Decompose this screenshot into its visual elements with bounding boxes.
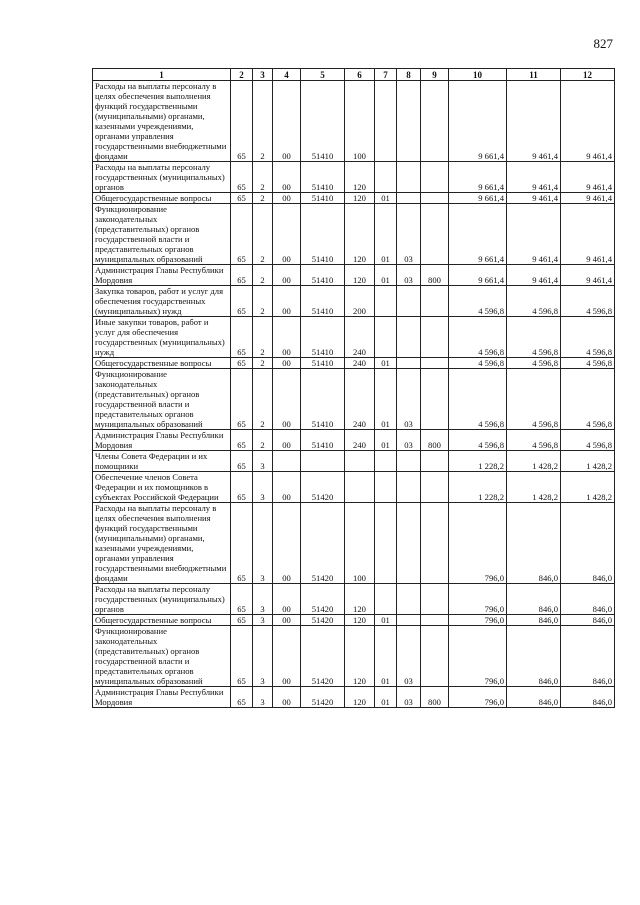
admin-code-cell bbox=[421, 204, 449, 265]
admin-code-cell bbox=[421, 472, 449, 503]
table-row bbox=[93, 472, 615, 503]
expense-type-cell: 120 bbox=[345, 162, 375, 193]
subsection-cell bbox=[273, 451, 301, 472]
table-row bbox=[93, 369, 615, 430]
table-header-row bbox=[93, 69, 615, 81]
admin-code-cell bbox=[421, 81, 449, 162]
chapter-cell bbox=[375, 162, 397, 193]
row-name-cell: Расходы на выплаты персоналу в целях обеспечения выполнения функций государственными (муниципальными) органами, казенными учреждениями, органами управления государственными внебюджетными фондами bbox=[93, 503, 231, 584]
header-col-7: 7 bbox=[375, 69, 397, 81]
subsection-cell: 00 bbox=[273, 265, 301, 286]
amount-col-10-cell: 4 596,8 bbox=[449, 369, 507, 430]
row-name-cell: Расходы на выплаты персоналу в целях обеспечения выполнения функций государственными (муниципальными) органами, казенными учреждениями, органами управления государственными внебюджетными фондами bbox=[93, 81, 231, 162]
expense-type-cell: 120 bbox=[345, 615, 375, 626]
amount-col-11-cell: 4 596,8 bbox=[507, 369, 561, 430]
amount-col-12-cell: 846,0 bbox=[561, 615, 615, 626]
expense-type-cell: 200 bbox=[345, 286, 375, 317]
section-cell: 2 bbox=[253, 358, 273, 369]
subchapter-cell: 03 bbox=[397, 265, 421, 286]
row-name-cell: Расходы на выплаты персоналу государственных (муниципальных) органов bbox=[93, 584, 231, 615]
table-row bbox=[93, 286, 615, 317]
amount-col-10-cell: 796,0 bbox=[449, 626, 507, 687]
row-name-cell: Иные закупки товаров, работ и услуг для обеспечения государственных (муниципальных) нужд bbox=[93, 317, 231, 358]
table-row bbox=[93, 162, 615, 193]
chapter-cell bbox=[375, 286, 397, 317]
subchapter-cell: 03 bbox=[397, 626, 421, 687]
amount-col-12-cell: 1 428,2 bbox=[561, 472, 615, 503]
expense-type-cell: 240 bbox=[345, 430, 375, 451]
target-cell: 51420 bbox=[301, 687, 345, 708]
amount-col-11-cell: 846,0 bbox=[507, 626, 561, 687]
code-cell: 65 bbox=[231, 286, 253, 317]
expense-type-cell: 120 bbox=[345, 584, 375, 615]
subchapter-cell: 03 bbox=[397, 430, 421, 451]
code-cell: 65 bbox=[231, 265, 253, 286]
amount-col-11-cell: 9 461,4 bbox=[507, 265, 561, 286]
chapter-cell: 01 bbox=[375, 430, 397, 451]
amount-col-10-cell: 9 661,4 bbox=[449, 265, 507, 286]
expense-type-cell bbox=[345, 451, 375, 472]
row-name-cell: Функционирование законодательных (представительных) органов государственной власти и представительных органов муниципальных образований bbox=[93, 204, 231, 265]
table-row bbox=[93, 687, 615, 708]
amount-col-12-cell: 9 461,4 bbox=[561, 162, 615, 193]
amount-col-11-cell: 1 428,2 bbox=[507, 451, 561, 472]
chapter-cell: 01 bbox=[375, 193, 397, 204]
code-cell: 65 bbox=[231, 626, 253, 687]
expense-type-cell: 240 bbox=[345, 317, 375, 358]
expense-type-cell: 100 bbox=[345, 81, 375, 162]
row-name-cell: Члены Совета Федерации и их помощники bbox=[93, 451, 231, 472]
admin-code-cell bbox=[421, 162, 449, 193]
subchapter-cell: 03 bbox=[397, 204, 421, 265]
section-cell: 3 bbox=[253, 626, 273, 687]
row-name-cell: Администрация Главы Республики Мордовия bbox=[93, 265, 231, 286]
target-cell: 51410 bbox=[301, 317, 345, 358]
table-row bbox=[93, 358, 615, 369]
code-cell: 65 bbox=[231, 193, 253, 204]
row-name-cell: Расходы на выплаты персоналу государственных (муниципальных) органов bbox=[93, 162, 231, 193]
header-col-9: 9 bbox=[421, 69, 449, 81]
amount-col-10-cell: 9 661,4 bbox=[449, 81, 507, 162]
admin-code-cell bbox=[421, 584, 449, 615]
subchapter-cell bbox=[397, 503, 421, 584]
subsection-cell: 00 bbox=[273, 369, 301, 430]
target-cell: 51410 bbox=[301, 430, 345, 451]
subchapter-cell bbox=[397, 317, 421, 358]
expense-type-cell: 120 bbox=[345, 265, 375, 286]
target-cell: 51410 bbox=[301, 204, 345, 265]
subsection-cell: 00 bbox=[273, 358, 301, 369]
target-cell: 51410 bbox=[301, 358, 345, 369]
expense-type-cell: 120 bbox=[345, 193, 375, 204]
row-name-cell: Общегосударственные вопросы bbox=[93, 358, 231, 369]
expense-type-cell: 100 bbox=[345, 503, 375, 584]
subsection-cell: 00 bbox=[273, 430, 301, 451]
amount-col-11-cell: 4 596,8 bbox=[507, 430, 561, 451]
amount-col-10-cell: 4 596,8 bbox=[449, 286, 507, 317]
amount-col-11-cell: 9 461,4 bbox=[507, 204, 561, 265]
chapter-cell bbox=[375, 451, 397, 472]
header-col-6: 6 bbox=[345, 69, 375, 81]
code-cell: 65 bbox=[231, 358, 253, 369]
amount-col-12-cell: 4 596,8 bbox=[561, 286, 615, 317]
subchapter-cell bbox=[397, 615, 421, 626]
code-cell: 65 bbox=[231, 615, 253, 626]
amount-col-11-cell: 9 461,4 bbox=[507, 81, 561, 162]
chapter-cell bbox=[375, 503, 397, 584]
table-row bbox=[93, 584, 615, 615]
target-cell: 51420 bbox=[301, 472, 345, 503]
target-cell: 51410 bbox=[301, 162, 345, 193]
amount-col-12-cell: 4 596,8 bbox=[561, 369, 615, 430]
row-name-cell: Функционирование законодательных (представительных) органов государственной власти и представительных органов муниципальных образований bbox=[93, 626, 231, 687]
amount-col-11-cell: 9 461,4 bbox=[507, 193, 561, 204]
admin-code-cell bbox=[421, 626, 449, 687]
admin-code-cell bbox=[421, 615, 449, 626]
subsection-cell: 00 bbox=[273, 193, 301, 204]
amount-col-10-cell: 796,0 bbox=[449, 503, 507, 584]
code-cell: 65 bbox=[231, 584, 253, 615]
header-col-1: 1 bbox=[93, 69, 231, 81]
expense-type-cell: 120 bbox=[345, 204, 375, 265]
subsection-cell: 00 bbox=[273, 81, 301, 162]
amount-col-11-cell: 4 596,8 bbox=[507, 358, 561, 369]
target-cell: 51410 bbox=[301, 265, 345, 286]
section-cell: 2 bbox=[253, 286, 273, 317]
section-cell: 3 bbox=[253, 687, 273, 708]
chapter-cell: 01 bbox=[375, 626, 397, 687]
amount-col-11-cell: 846,0 bbox=[507, 615, 561, 626]
header-col-5: 5 bbox=[301, 69, 345, 81]
section-cell: 2 bbox=[253, 193, 273, 204]
table-body bbox=[93, 81, 615, 708]
amount-col-11-cell: 9 461,4 bbox=[507, 162, 561, 193]
code-cell: 65 bbox=[231, 687, 253, 708]
amount-col-12-cell: 4 596,8 bbox=[561, 430, 615, 451]
section-cell: 3 bbox=[253, 472, 273, 503]
page-number: 827 bbox=[593, 36, 613, 51]
row-name-cell: Функционирование законодательных (представительных) органов государственной власти и представительных органов муниципальных образований bbox=[93, 369, 231, 430]
section-cell: 2 bbox=[253, 204, 273, 265]
code-cell: 65 bbox=[231, 162, 253, 193]
target-cell: 51410 bbox=[301, 193, 345, 204]
amount-col-12-cell: 846,0 bbox=[561, 626, 615, 687]
amount-col-12-cell: 846,0 bbox=[561, 503, 615, 584]
amount-col-12-cell: 9 461,4 bbox=[561, 204, 615, 265]
expense-type-cell: 240 bbox=[345, 358, 375, 369]
row-name-cell: Администрация Главы Республики Мордовия bbox=[93, 430, 231, 451]
admin-code-cell bbox=[421, 193, 449, 204]
admin-code-cell: 800 bbox=[421, 430, 449, 451]
section-cell: 3 bbox=[253, 615, 273, 626]
subchapter-cell bbox=[397, 162, 421, 193]
row-name-cell: Общегосударственные вопросы bbox=[93, 615, 231, 626]
amount-col-10-cell: 1 228,2 bbox=[449, 451, 507, 472]
subsection-cell: 00 bbox=[273, 503, 301, 584]
chapter-cell: 01 bbox=[375, 204, 397, 265]
target-cell: 51420 bbox=[301, 584, 345, 615]
amount-col-12-cell: 9 461,4 bbox=[561, 81, 615, 162]
subchapter-cell bbox=[397, 584, 421, 615]
table-row bbox=[93, 430, 615, 451]
header-col-12: 12 bbox=[561, 69, 615, 81]
code-cell: 65 bbox=[231, 317, 253, 358]
amount-col-11-cell: 846,0 bbox=[507, 503, 561, 584]
subsection-cell: 00 bbox=[273, 626, 301, 687]
target-cell: 51410 bbox=[301, 81, 345, 162]
code-cell: 65 bbox=[231, 369, 253, 430]
header-col-4: 4 bbox=[273, 69, 301, 81]
subchapter-cell bbox=[397, 451, 421, 472]
section-cell: 2 bbox=[253, 430, 273, 451]
chapter-cell: 01 bbox=[375, 687, 397, 708]
admin-code-cell: 800 bbox=[421, 265, 449, 286]
expense-type-cell bbox=[345, 472, 375, 503]
expense-type-cell: 120 bbox=[345, 687, 375, 708]
subsection-cell: 00 bbox=[273, 317, 301, 358]
amount-col-10-cell: 4 596,8 bbox=[449, 358, 507, 369]
chapter-cell bbox=[375, 472, 397, 503]
target-cell: 51420 bbox=[301, 503, 345, 584]
amount-col-12-cell: 9 461,4 bbox=[561, 265, 615, 286]
target-cell: 51420 bbox=[301, 615, 345, 626]
code-cell: 65 bbox=[231, 472, 253, 503]
section-cell: 2 bbox=[253, 81, 273, 162]
section-cell: 2 bbox=[253, 265, 273, 286]
target-cell: 51410 bbox=[301, 369, 345, 430]
subsection-cell: 00 bbox=[273, 615, 301, 626]
subchapter-cell bbox=[397, 358, 421, 369]
header-col-10: 10 bbox=[449, 69, 507, 81]
amount-col-10-cell: 9 661,4 bbox=[449, 193, 507, 204]
amount-col-10-cell: 796,0 bbox=[449, 584, 507, 615]
code-cell: 65 bbox=[231, 503, 253, 584]
expense-type-cell: 120 bbox=[345, 626, 375, 687]
subsection-cell: 00 bbox=[273, 687, 301, 708]
target-cell bbox=[301, 451, 345, 472]
amount-col-11-cell: 1 428,2 bbox=[507, 472, 561, 503]
amount-col-12-cell: 4 596,8 bbox=[561, 358, 615, 369]
admin-code-cell bbox=[421, 369, 449, 430]
amount-col-11-cell: 846,0 bbox=[507, 687, 561, 708]
section-cell: 3 bbox=[253, 584, 273, 615]
table-row bbox=[93, 265, 615, 286]
subsection-cell: 00 bbox=[273, 204, 301, 265]
header-col-2: 2 bbox=[231, 69, 253, 81]
subchapter-cell bbox=[397, 193, 421, 204]
amount-col-12-cell: 846,0 bbox=[561, 584, 615, 615]
target-cell: 51410 bbox=[301, 286, 345, 317]
chapter-cell bbox=[375, 81, 397, 162]
table-row bbox=[93, 317, 615, 358]
table-row bbox=[93, 204, 615, 265]
subchapter-cell bbox=[397, 472, 421, 503]
code-cell: 65 bbox=[231, 204, 253, 265]
subsection-cell: 00 bbox=[273, 584, 301, 615]
chapter-cell: 01 bbox=[375, 615, 397, 626]
amount-col-11-cell: 4 596,8 bbox=[507, 286, 561, 317]
subsection-cell: 00 bbox=[273, 162, 301, 193]
amount-col-10-cell: 796,0 bbox=[449, 615, 507, 626]
target-cell: 51420 bbox=[301, 626, 345, 687]
admin-code-cell bbox=[421, 286, 449, 317]
subchapter-cell: 03 bbox=[397, 687, 421, 708]
chapter-cell: 01 bbox=[375, 369, 397, 430]
chapter-cell bbox=[375, 317, 397, 358]
code-cell: 65 bbox=[231, 81, 253, 162]
section-cell: 2 bbox=[253, 369, 273, 430]
amount-col-10-cell: 1 228,2 bbox=[449, 472, 507, 503]
amount-col-12-cell: 4 596,8 bbox=[561, 317, 615, 358]
code-cell: 65 bbox=[231, 430, 253, 451]
admin-code-cell bbox=[421, 317, 449, 358]
amount-col-10-cell: 4 596,8 bbox=[449, 317, 507, 358]
amount-col-10-cell: 9 661,4 bbox=[449, 204, 507, 265]
subchapter-cell: 03 bbox=[397, 369, 421, 430]
expense-type-cell: 240 bbox=[345, 369, 375, 430]
chapter-cell: 01 bbox=[375, 265, 397, 286]
row-name-cell: Общегосударственные вопросы bbox=[93, 193, 231, 204]
admin-code-cell bbox=[421, 503, 449, 584]
admin-code-cell bbox=[421, 451, 449, 472]
subchapter-cell bbox=[397, 286, 421, 317]
amount-col-12-cell: 846,0 bbox=[561, 687, 615, 708]
table-row bbox=[93, 626, 615, 687]
amount-col-11-cell: 846,0 bbox=[507, 584, 561, 615]
section-cell: 2 bbox=[253, 162, 273, 193]
table-row bbox=[93, 451, 615, 472]
row-name-cell: Обеспечение членов Совета Федерации и их помощников в субъектах Российской Федерации bbox=[93, 472, 231, 503]
header-col-8: 8 bbox=[397, 69, 421, 81]
admin-code-cell bbox=[421, 358, 449, 369]
subsection-cell: 00 bbox=[273, 286, 301, 317]
row-name-cell: Администрация Главы Республики Мордовия bbox=[93, 687, 231, 708]
amount-col-11-cell: 4 596,8 bbox=[507, 317, 561, 358]
section-cell: 3 bbox=[253, 503, 273, 584]
admin-code-cell: 800 bbox=[421, 687, 449, 708]
table-row bbox=[93, 615, 615, 626]
subchapter-cell bbox=[397, 81, 421, 162]
amount-col-10-cell: 796,0 bbox=[449, 687, 507, 708]
row-name-cell: Закупка товаров, работ и услуг для обеспечения государственных (муниципальных) нужд bbox=[93, 286, 231, 317]
amount-col-12-cell: 1 428,2 bbox=[561, 451, 615, 472]
table-row bbox=[93, 503, 615, 584]
table-row bbox=[93, 81, 615, 162]
table-row bbox=[93, 193, 615, 204]
chapter-cell: 01 bbox=[375, 358, 397, 369]
subsection-cell: 00 bbox=[273, 472, 301, 503]
section-cell: 3 bbox=[253, 451, 273, 472]
code-cell: 65 bbox=[231, 451, 253, 472]
amount-col-10-cell: 4 596,8 bbox=[449, 430, 507, 451]
budget-table bbox=[92, 68, 615, 708]
chapter-cell bbox=[375, 584, 397, 615]
header-col-3: 3 bbox=[253, 69, 273, 81]
header-col-11: 11 bbox=[507, 69, 561, 81]
amount-col-10-cell: 9 661,4 bbox=[449, 162, 507, 193]
amount-col-12-cell: 9 461,4 bbox=[561, 193, 615, 204]
section-cell: 2 bbox=[253, 317, 273, 358]
